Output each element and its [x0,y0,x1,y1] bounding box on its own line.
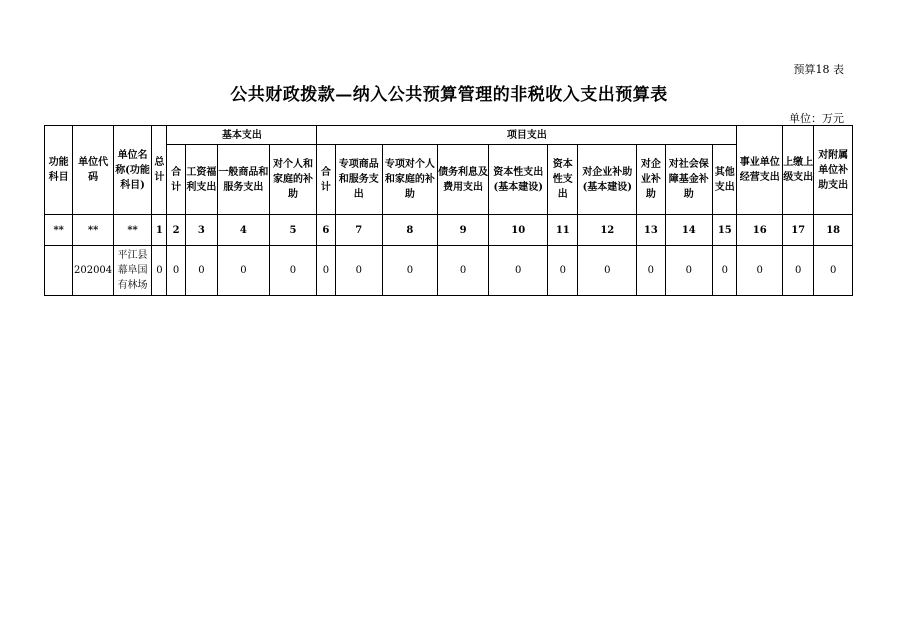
data-cell: 0 [737,246,783,296]
index-cell: 2 [167,215,185,246]
index-cell: 10 [489,215,548,246]
index-cell: ** [113,215,151,246]
project-personal-header: 专项对个人和家庭的补助 [383,145,438,215]
project-enterprise-header: 对企业补助(基本建设) [578,145,637,215]
index-cell: 9 [437,215,489,246]
col-business-header: 事业单位经营支出 [737,126,783,215]
form-number: 预算18 表 [793,63,844,76]
col-turnover-header: 上缴上级支出 [783,126,814,215]
index-cell: 6 [317,215,335,246]
basic-expense-header: 基本支出 [167,126,317,145]
basic-personal-header: 对个人和家庭的补助 [269,145,317,215]
project-other-header: 其他支出 [713,145,737,215]
data-cell: 0 [167,246,185,296]
index-cell: 12 [578,215,637,246]
data-cell [45,246,73,296]
index-cell: 14 [665,215,713,246]
data-cell: 0 [489,246,548,296]
index-cell: 13 [637,215,665,246]
page-title: 公共财政拨款—纳入公共预算管理的非税收入支出预算表 [230,85,668,105]
data-cell: 0 [383,246,438,296]
data-cell: 平江县幕阜国有林场 [113,246,151,296]
index-cell: 5 [269,215,317,246]
data-cell: 0 [218,246,270,296]
header-row-top [45,126,853,145]
col-func-header: 功能科目 [45,126,73,215]
data-cell: 0 [665,246,713,296]
project-capital2-header: 资本性支出 [548,145,578,215]
index-cell: 3 [185,215,217,246]
project-debt-header: 债务利息及费用支出 [437,145,489,215]
data-cell: 0 [437,246,489,296]
index-cell: 11 [548,215,578,246]
index-cell: 8 [383,215,438,246]
index-cell: 4 [218,215,270,246]
data-cell: 0 [783,246,814,296]
project-social-header: 对社会保障基金补助 [665,145,713,215]
col-name-header: 单位名称(功能科目) [113,126,151,215]
project-sum-header: 合计 [317,145,335,215]
index-cell: 7 [335,215,383,246]
data-cell: 0 [578,246,637,296]
col-subsidy-header: 对附属单位补助支出 [814,126,853,215]
data-cell: 0 [185,246,217,296]
project-goods-header: 专项商品和服务支出 [335,145,383,215]
data-cell: 202004 [73,246,113,296]
project-enterprise2-header: 对企业补助 [637,145,665,215]
basic-sum-header: 合计 [167,145,185,215]
data-cell: 0 [814,246,853,296]
index-cell: 15 [713,215,737,246]
index-row [45,215,853,246]
data-cell: 0 [335,246,383,296]
project-expense-header: 项目支出 [317,126,737,145]
table-row [45,246,853,296]
index-cell: 16 [737,215,783,246]
data-cell: 0 [317,246,335,296]
basic-goods-header: 一般商品和服务支出 [218,145,270,215]
index-cell: ** [45,215,73,246]
data-cell: 0 [269,246,317,296]
data-cell: 0 [548,246,578,296]
index-cell: 1 [152,215,167,246]
basic-wage-header: 工资福利支出 [185,145,217,215]
data-cell: 0 [152,246,167,296]
col-code-header: 单位代码 [73,126,113,215]
col-total-header: 总计 [152,126,167,215]
data-cell: 0 [637,246,665,296]
unit-label: 单位：万元 [789,112,844,125]
project-capital-header: 资本性支出(基本建设) [489,145,548,215]
data-cell: 0 [713,246,737,296]
index-cell: 18 [814,215,853,246]
index-cell: 17 [783,215,814,246]
index-cell: ** [73,215,113,246]
budget-table [44,125,853,296]
